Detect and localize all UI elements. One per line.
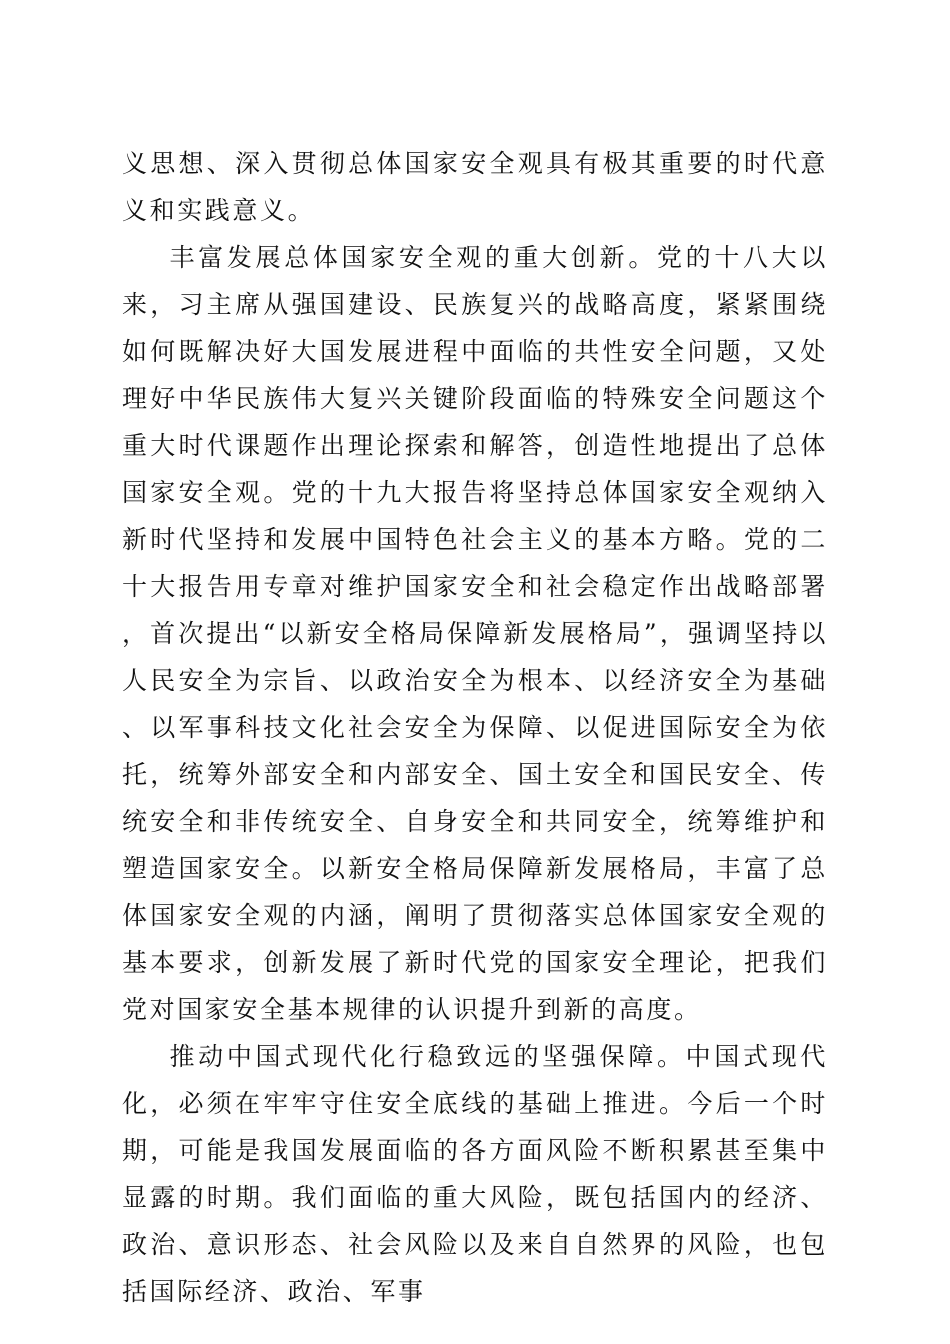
paragraph-continuation: 义思想、深入贯彻总体国家安全观具有极其重要的时代意义和实践意义。	[122, 149, 828, 225]
paragraph-strong-guarantee: 推动中国式现代化行稳致远的坚强保障。中国式现代化，必须在牢牢守住安全底线的基础上推进。今后一个时期，可能是我国发展面临的各方面风险不断积累甚至集中显露的时期。我们面临的重大风险，既包括国内的经济、政治、意识形态、社会风险以及来自自然界的风险，也包括国际经济、政治、军事	[122, 1042, 828, 1306]
paragraph-major-innovation: 丰富发展总体国家安全观的重大创新。党的十八大以来，习主席从强国建设、民族复兴的战略高度，紧紧围绕如何既解决好大国发展进程中面临的共性安全问题，又处理好中华民族伟大复兴关键阶段面临的特殊安全问题这个重大时代课题作出理论探索和解答，创造性地提出了总体国家安全观。党的十九大报告将坚持总体国家安全观纳入新时代坚持和发展中国特色社会主义的基本方略。党的二十大报告用专章对维护国家安全和社会稳定作出战略部署，首次提出“以新安全格局保障新发展格局”，强调坚持以人民安全为宗旨、以政治安全为根本、以经济安全为基础、以军事科技文化社会安全为保障、以促进国际安全为依托，统筹外部安全和内部安全、国土安全和国民安全、传统安全和非传统安全、自身安全和共同安全，统筹维护和塑造国家安全。以新安全格局保障新发展格局，丰富了总体国家安全观的内涵，阐明了贯彻落实总体国家安全观的基本要求，创新发展了新时代党的国家安全理论，把我们党对国家安全基本规律的认识提升到新的高度。	[122, 243, 828, 1024]
body-text	[122, 140, 828, 1315]
